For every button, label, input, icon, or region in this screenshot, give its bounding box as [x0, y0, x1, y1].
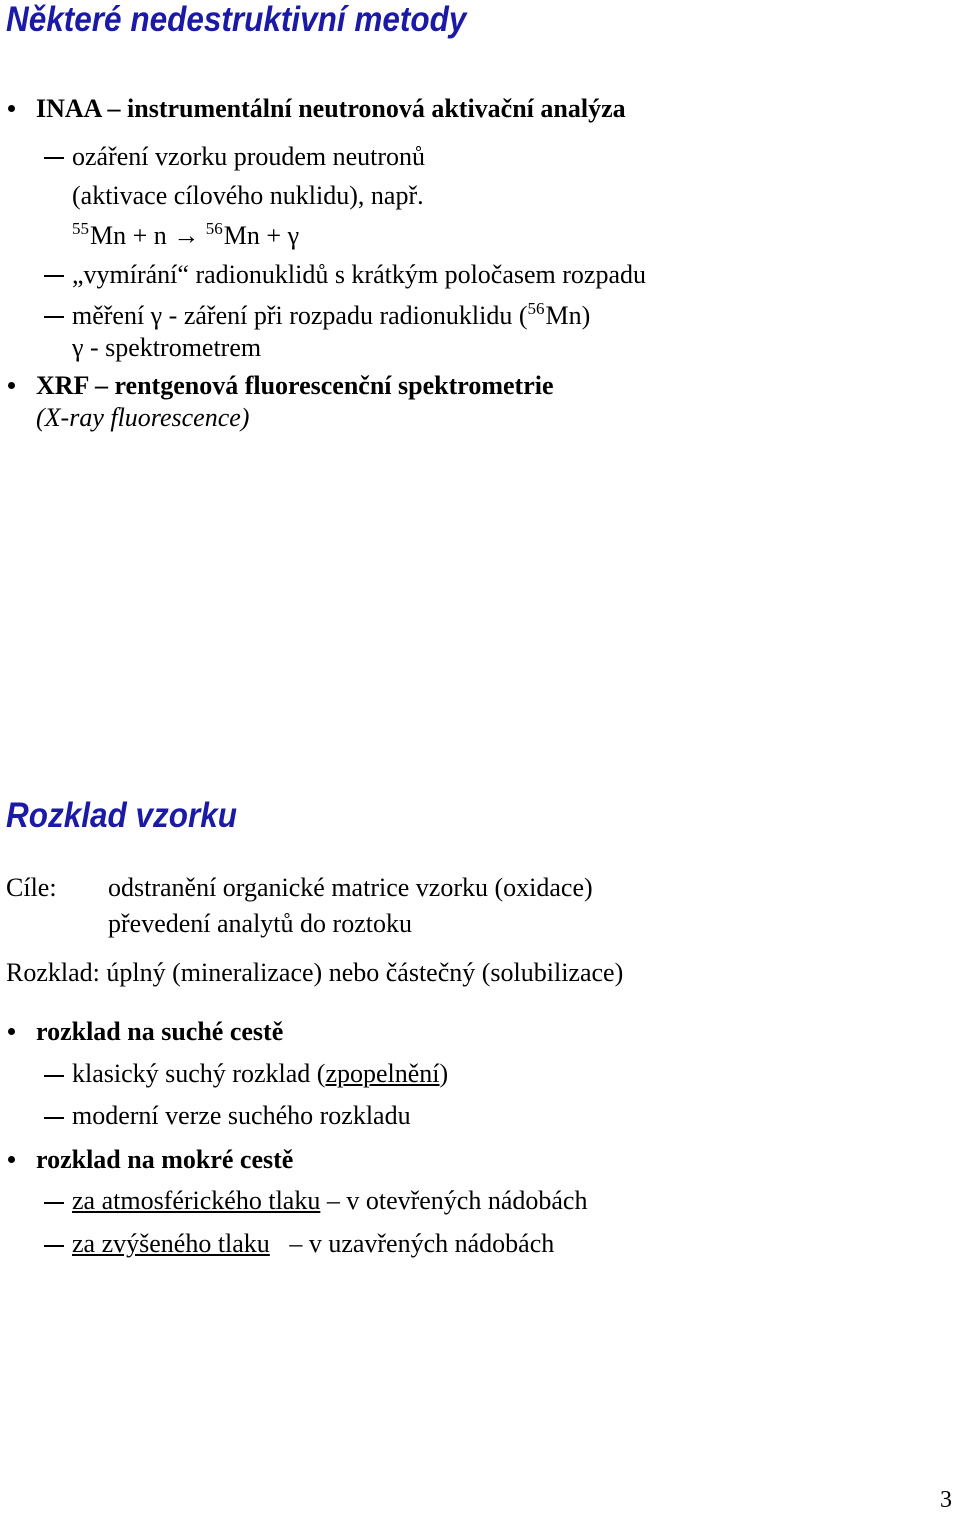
wet-item1-underlined: za atmosférického tlaku	[72, 1186, 321, 1215]
dash-inaa-2	[44, 275, 64, 277]
xrf-subline: (X-ray fluorescence)	[36, 403, 250, 432]
inaa-item3-line2: γ - spektrometrem	[72, 333, 262, 362]
dash-dry-1	[44, 1075, 64, 1077]
wet-item2-rest: – v uzavřených nádobách	[289, 1229, 555, 1258]
bullet-inaa	[8, 105, 15, 112]
dry-item2: moderní verze suchého rozkladu	[72, 1101, 411, 1130]
nuclear-reaction	[72, 220, 299, 255]
inaa-item3-post: Mn)	[545, 301, 591, 330]
inaa-item3-line1	[72, 300, 590, 335]
xrf-heading: XRF – rentgenová fluorescenční spektrometrie	[36, 371, 554, 400]
wet-item2	[72, 1228, 554, 1260]
bullet-wet	[8, 1156, 15, 1163]
reaction-part1: Mn + n	[90, 221, 167, 250]
section-title-rozklad: Rozklad vzorku	[6, 796, 238, 835]
dash-wet-2	[44, 1245, 64, 1247]
dry-item1	[72, 1058, 448, 1090]
dash-dry-2	[44, 1117, 64, 1119]
inaa-item2: „vymírání“ radionuklidů s krátkým poločasem rozpadu	[72, 260, 647, 289]
reaction-mass-56: 56	[205, 219, 223, 238]
dry-heading: rozklad na suché cestě	[36, 1017, 284, 1046]
inaa-item3-mass: 56	[527, 299, 545, 318]
section-title-nedestruktivni: Některé nedestruktivní metody	[6, 0, 467, 39]
wet-item2-underlined: za zvýšeného tlaku	[72, 1229, 270, 1258]
wet-item1	[72, 1185, 587, 1217]
dry-item1-underlined: zpopelnění	[325, 1059, 440, 1088]
reaction-arrow-icon: →	[173, 221, 200, 250]
dash-inaa-3	[44, 316, 64, 318]
inaa-item3-pre: měření γ - záření při rozpadu radionuklidu (	[72, 301, 528, 330]
bullet-dry	[8, 1028, 15, 1035]
reaction-part2: Mn + γ	[223, 221, 300, 250]
goals-label: Cíle:	[6, 873, 57, 902]
inaa-item1-line2: (aktivace cílového nuklidu), např.	[72, 181, 424, 210]
goal-2: převedení analytů do roztoku	[108, 909, 412, 938]
inaa-item1-line1: ozáření vzorku proudem neutronů	[72, 142, 426, 171]
goal-1: odstranění organické matrice vzorku (oxidace)	[108, 873, 593, 902]
rozklad-line: Rozklad: úplný (mineralizace) nebo částečný (solubilizace)	[6, 958, 624, 987]
dry-item1-post: )	[439, 1059, 449, 1088]
page-number: 3	[940, 1487, 952, 1513]
reaction-mass-55: 55	[72, 219, 89, 238]
bullet-xrf	[8, 382, 15, 389]
dry-item1-pre: klasický suchý rozklad (	[72, 1059, 326, 1088]
dash-inaa-1	[44, 157, 64, 159]
dash-wet-1	[44, 1202, 64, 1204]
wet-item1-rest: – v otevřených nádobách	[326, 1186, 588, 1215]
inaa-heading: INAA – instrumentální neutronová aktivační analýza	[36, 94, 626, 123]
wet-heading: rozklad na mokré cestě	[36, 1145, 294, 1174]
